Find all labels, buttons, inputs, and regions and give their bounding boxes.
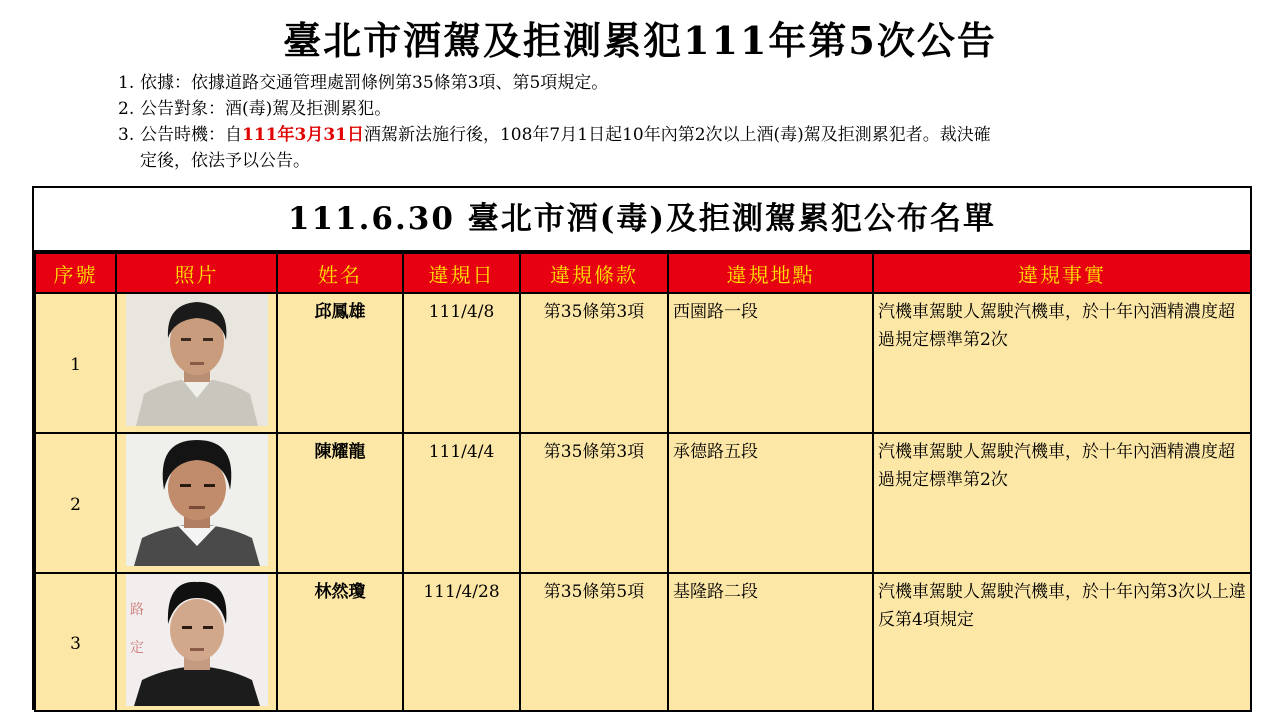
mugshot-photo [126, 294, 268, 426]
cell-name: 邱鳳雄 [277, 293, 403, 433]
cell-no: 3 [35, 573, 116, 711]
svg-text:定: 定 [129, 640, 144, 656]
mugshot-photo [126, 574, 268, 706]
note-number: 2. [118, 99, 135, 119]
cell-fact: 汽機車駕駛人駕駛汽機車，於十年內第3次以上違反第4項規定 [873, 573, 1251, 711]
notice-list [118, 70, 1188, 174]
cell-name: 陳耀龍 [277, 433, 403, 573]
header-date: 違規日 [403, 253, 520, 293]
note-timing-continued: 定後，依法予以公告。 [140, 151, 310, 171]
header-no: 序號 [35, 253, 116, 293]
table-header-row [35, 253, 1251, 293]
note-basis [118, 70, 1188, 96]
note-text: 依據：依據道路交通管理處罰條例第35條第3項、第5項規定。 [140, 73, 609, 93]
board-title: 111.6.30 臺北市酒(毒)及拒測駕累犯公布名單 [34, 188, 1250, 252]
offender-table [34, 252, 1252, 712]
cell-no: 2 [35, 433, 116, 573]
cell-article: 第35條第3項 [520, 293, 668, 433]
svg-text:路: 路 [129, 602, 144, 618]
cell-name: 林然瓊 [277, 573, 403, 711]
cell-photo [116, 433, 277, 573]
table-row [35, 293, 1251, 433]
note-text: 公告對象：酒(毒)駕及拒測累犯。 [140, 99, 392, 119]
page-title: 臺北市酒駕及拒測累犯111年第5次公告 [283, 18, 997, 63]
header-article: 違規條款 [520, 253, 668, 293]
mugshot-photo [126, 434, 268, 566]
cell-date: 111/4/4 [403, 433, 520, 573]
offender-board [32, 186, 1252, 710]
cell-fact: 汽機車駕駛人駕駛汽機車，於十年內酒精濃度超過規定標準第2次 [873, 293, 1251, 433]
cell-location: 承德路五段 [668, 433, 873, 573]
cell-date: 111/4/28 [403, 573, 520, 711]
table-row [35, 433, 1251, 573]
note-number: 3. [118, 125, 135, 145]
header-fact: 違規事實 [873, 253, 1251, 293]
cell-location: 西園路一段 [668, 293, 873, 433]
table-row [35, 573, 1251, 711]
note-text-prefix: 公告時機：自 [140, 125, 242, 145]
cell-date: 111/4/8 [403, 293, 520, 433]
note-text-suffix: 酒駕新法施行後，108年7月1日起10年內第2次以上酒(毒)駕及拒測累犯者。裁決確 [363, 125, 991, 145]
cell-no: 1 [35, 293, 116, 433]
cell-article: 第35條第5項 [520, 573, 668, 711]
note-number: 1. [118, 73, 135, 93]
note-highlight-date: 111年3月31日 [242, 125, 364, 145]
cell-article: 第35條第3項 [520, 433, 668, 573]
cell-location: 基隆路二段 [668, 573, 873, 711]
header-location: 違規地點 [668, 253, 873, 293]
note-timing [118, 122, 1188, 148]
header-photo: 照片 [116, 253, 277, 293]
cell-fact: 汽機車駕駛人駕駛汽機車，於十年內酒精濃度超過規定標準第2次 [873, 433, 1251, 573]
cell-photo [116, 573, 277, 711]
note-target [118, 96, 1188, 122]
cell-photo [116, 293, 277, 433]
header-name: 姓名 [277, 253, 403, 293]
